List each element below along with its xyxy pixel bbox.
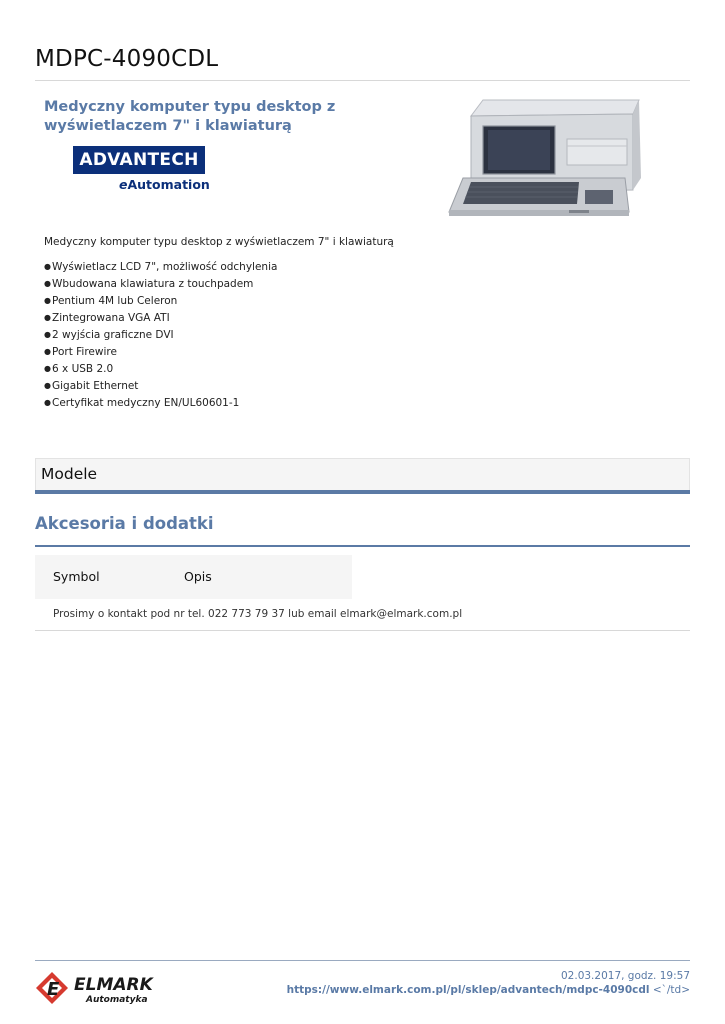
feature-item: ● Wyświetlacz LCD 7", możliwość odchylenia [44, 261, 278, 273]
feature-item: ● Wbudowana klawiatura z touchpadem [44, 278, 254, 290]
product-image [443, 94, 643, 222]
feature-item: ● 2 wyjścia graficzne DVI [44, 329, 174, 341]
elmark-logo [34, 968, 164, 1008]
table-divider [35, 630, 690, 631]
models-section-title: Modele [41, 465, 98, 483]
title-divider [35, 80, 690, 81]
advantech-logo [73, 146, 208, 194]
product-subtitle: Medyczny komputer typu desktop z wyświetlaczem 7" i klawiaturą [44, 99, 336, 134]
svg-text:E: E [47, 979, 60, 1000]
feature-item: ● Pentium 4M lub Celeron [44, 295, 178, 307]
advantech-logo-wordmark: ADVANTECH [73, 146, 205, 174]
feature-item: ● Zintegrowana VGA ATI [44, 312, 170, 324]
product-intro: Medyczny komputer typu desktop z wyświetlaczem 7" i klawiaturą [44, 236, 394, 248]
column-header-description: Opis [184, 569, 212, 584]
column-header-symbol: Symbol [53, 569, 100, 584]
models-section-header[interactable] [35, 458, 690, 491]
contact-note: Prosimy o kontakt pod nr tel. 022 773 79 37 lub email elmark@elmark.com.pl [53, 608, 463, 620]
feature-item: ● Certyfikat medyczny EN/UL60601-1 [44, 397, 240, 409]
feature-item: ● Gigabit Ethernet [44, 380, 139, 392]
feature-item: ● Port Firewire [44, 346, 117, 358]
footer-timestamp: 02.03.2017, godz. 19:57 [561, 970, 690, 982]
footer-url-suffix: <`/td> [649, 984, 690, 996]
advantech-logo-tagline: eAutomation [119, 177, 210, 192]
footer-url[interactable] [287, 984, 690, 996]
page-title: MDPC-4090CDL [35, 46, 219, 72]
feature-list [44, 260, 277, 413]
models-section-underline [35, 490, 690, 494]
feature-item: ● 6 x USB 2.0 [44, 363, 114, 375]
footer-divider [35, 960, 690, 961]
accessories-divider [35, 545, 690, 547]
elmark-logo-text: ELMARK [74, 975, 153, 995]
accessories-title: Akcesoria i dodatki [35, 514, 214, 533]
footer-url-link[interactable]: https://www.elmark.com.pl/pl/sklep/advantech/mdpc-4090cdl [286, 984, 650, 996]
elmark-logo-subtext: Automatyka [86, 995, 148, 1005]
accessories-table-header [35, 555, 352, 599]
